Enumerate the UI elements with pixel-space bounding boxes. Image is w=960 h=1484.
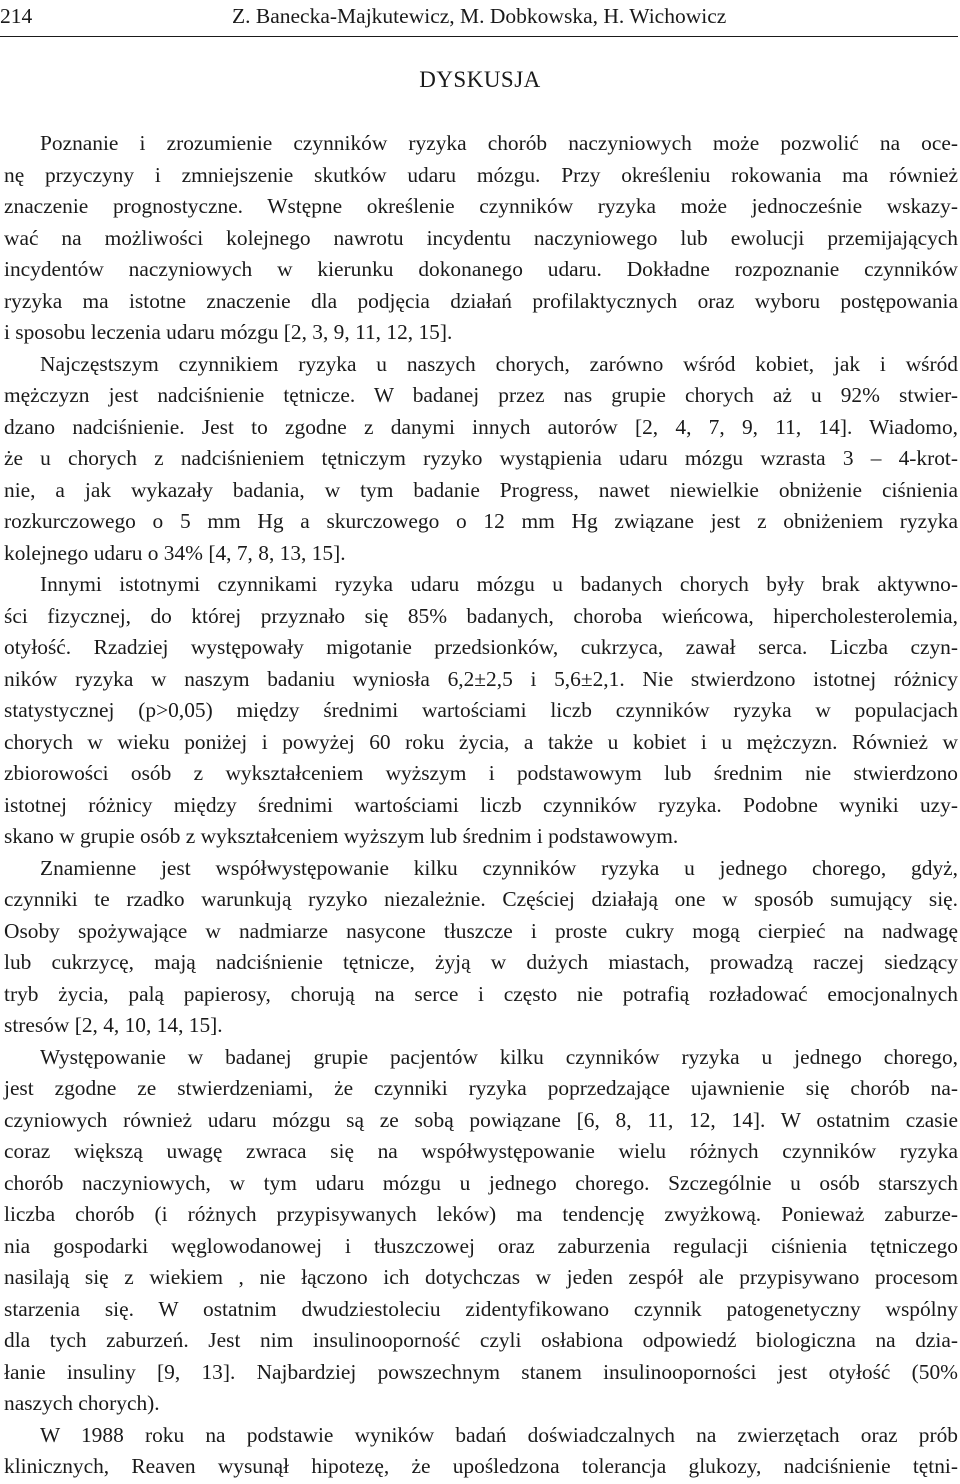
page-number: 214 bbox=[0, 4, 33, 28]
text-line: ryzyka ma istotne znaczenie dla podjęcia działań profilaktycznych oraz wyboru postępowania bbox=[4, 288, 958, 313]
text-line: zbiorowości osób z wykształceniem wyższym i podstawowym lub średnim nie stwierdzono bbox=[4, 761, 958, 785]
text-line: otyłość. Rzadziej występowały migotanie przedsionków, cukrzyca, zawał serca. Liczba czyn- bbox=[4, 635, 958, 659]
text-line: nę przyczyny i zmniejszenie skutków udaru mózgu. Przy określeniu rokowania ma również bbox=[4, 162, 958, 187]
text-line: wać na możliwości kolejnego nawrotu incydentu naczyniowego lub ewolucji przemijających bbox=[4, 225, 958, 250]
text-line: lub cukrzycę, mają nadciśnienie tętnicze, żyją w dużych miastach, prowadzą raczej siedzący bbox=[4, 950, 958, 974]
text-line: dla tych zaburzeń. Jest nim insulinooporność czyli osłabiona odpowiedź biologiczna na dzia- bbox=[4, 1328, 958, 1352]
header-rule bbox=[0, 36, 958, 37]
text-line: Poznanie i zrozumienie czynników ryzyka chorób naczyniowych może pozwolić na oce- bbox=[40, 131, 958, 155]
paragraph-4 bbox=[4, 853, 958, 1042]
text-line: nia gospodarki węglowodanowej i tłuszczowej oraz zaburzenia regulacji ciśnienia tętniczego bbox=[4, 1233, 958, 1258]
body-text bbox=[4, 128, 958, 1483]
paragraph-2 bbox=[4, 349, 958, 570]
text-line: tryb życia, palą papierosy, chorują na serce i często nie potrafią rozładować emocjonalnych bbox=[4, 981, 958, 1006]
text-line: nasilają się z wiekiem , nie łączono ich dotychczas w jeden zespół ale przypisywano procesom bbox=[4, 1265, 958, 1289]
text-line: mężczyzn jest nadciśnienie tętnicze. W badanej przez nas grupie chorych aż u 92% stwier- bbox=[4, 383, 958, 407]
text-line: że u chorych z nadciśnieniem tętniczym ryzyko wystąpienia udaru mózgu wzrasta 3 – 4-krot- bbox=[4, 446, 958, 470]
paragraph-6 bbox=[4, 1420, 958, 1483]
text-line: kolejnego udaru o 34% [4, 7, 8, 13, 15]. bbox=[4, 540, 346, 565]
text-line: starzenia się. W ostatnim dwudziestoleciu zidentyfikowano czynnik patogenetyczny wspólny bbox=[4, 1296, 958, 1321]
text-line: łanie insuliny [9, 13]. Najbardziej powszechnym stanem insulinooporności jest otyłość (50% bbox=[4, 1359, 958, 1384]
text-line: nie, a jak wykazały badania, w tym badanie Progress, nawet niewielkie obniżenie ciśnienia bbox=[4, 477, 958, 502]
text-line: W 1988 roku na podstawie wyników badań doświadczalnych na zwierzętach oraz prób bbox=[40, 1422, 958, 1447]
text-line: istotnej różnicy między średnimi wartościami liczb czynników ryzyka. Podobne wyniki uzy- bbox=[4, 792, 958, 817]
text-line: rozkurczowego o 5 mm Hg a skurczowego o 12 mm Hg związane jest z obniżeniem ryzyka bbox=[4, 509, 958, 533]
text-line: ników ryzyka w naszym badaniu wyniosła 6,2±2,5 i 5,6±2,1. Nie stwierdzono istotnej różnicy bbox=[4, 666, 958, 691]
text-line: statystycznej (p>0,05) między średnimi wartościami liczb czynników ryzyka w populacjach bbox=[4, 698, 958, 722]
text-line: i sposobu leczenia udaru mózgu [2, 3, 9, 11, 12, 15]. bbox=[4, 320, 453, 344]
running-head: Z. Banecka-Majkutewicz, M. Dobkowska, H. Wichowicz bbox=[232, 4, 727, 28]
text-line: znaczenie prognostyczne. Wstępne określenie czynników ryzyka może jednocześnie wskazy- bbox=[4, 194, 958, 218]
paragraph-3 bbox=[4, 569, 958, 853]
text-line: coraz większą uwagę zwraca się na współwystępowanie wielu różnych czynników ryzyka bbox=[4, 1139, 958, 1163]
text-line: jest zgodne ze stwierdzeniami, że czynniki ryzyka poprzedzające ujawnienie się chorób na- bbox=[4, 1076, 958, 1100]
paragraph-1 bbox=[4, 128, 958, 349]
text-line: dzano nadciśnienie. Jest to zgodne z danymi innych autorów [2, 4, 7, 9, 11, 14]. Wiadomo, bbox=[4, 414, 958, 439]
text-line: Innymi istotnymi czynnikami ryzyka udaru mózgu u badanych chorych były brak aktywno- bbox=[40, 572, 958, 596]
text-line: skano w grupie osób z wykształceniem wyższym lub średnim i podstawowym. bbox=[4, 824, 679, 848]
text-line: naszych chorych). bbox=[4, 1391, 160, 1415]
text-line: Osoby spożywające w nadmiarze nasycone tłuszcze i proste cukry mogą cierpieć na nadwagę bbox=[4, 918, 958, 943]
text-line: czyniowych również udaru mózgu są ze sobą powiązane [6, 8, 11, 12, 14]. W ostatnim czasie bbox=[4, 1107, 958, 1132]
text-line: Znamienne jest współwystępowanie kilku czynników ryzyka u jednego chorego, gdyż, bbox=[40, 855, 958, 880]
text-line: chorób naczyniowych, w tym udaru mózgu u jednego chorego. Szczególnie u osób starszych bbox=[4, 1170, 958, 1195]
text-line: liczba chorób (i różnych przypisywanych leków) ma tendencję zwyżkową. Ponieważ zaburze- bbox=[4, 1202, 958, 1226]
text-line: chorych w wieku poniżej i powyżej 60 roku życia, a także u kobiet i u mężczyzn. Również w bbox=[4, 729, 958, 754]
text-line: Najczęstszym czynnikiem ryzyka u naszych chorych, zarówno wśród kobiet, jak i wśród bbox=[40, 351, 958, 376]
page-header bbox=[0, 0, 960, 32]
text-line: ści fizycznej, do której przyznało się 85% badanych, choroba wieńcowa, hipercholesterolemia, bbox=[4, 603, 958, 628]
text-line: Występowanie w badanej grupie pacjentów kilku czynników ryzyka u jednego chorego, bbox=[40, 1044, 958, 1069]
paragraph-5 bbox=[4, 1042, 958, 1420]
section-title: DYSKUSJA bbox=[419, 67, 541, 92]
text-line: czynniki te rzadko warunkują ryzyko niezależnie. Częściej działają one w sposób sumujący się. bbox=[4, 887, 958, 911]
text-line: klinicznych, Reaven wysunął hipotezę, że upośledzona tolerancja glukozy, nadciśnienie tętni- bbox=[4, 1454, 958, 1478]
text-line: stresów [2, 4, 10, 14, 15]. bbox=[4, 1013, 223, 1037]
text-line: incydentów naczyniowych w kierunku dokonanego udaru. Dokładne rozpoznanie czynników bbox=[4, 257, 958, 281]
